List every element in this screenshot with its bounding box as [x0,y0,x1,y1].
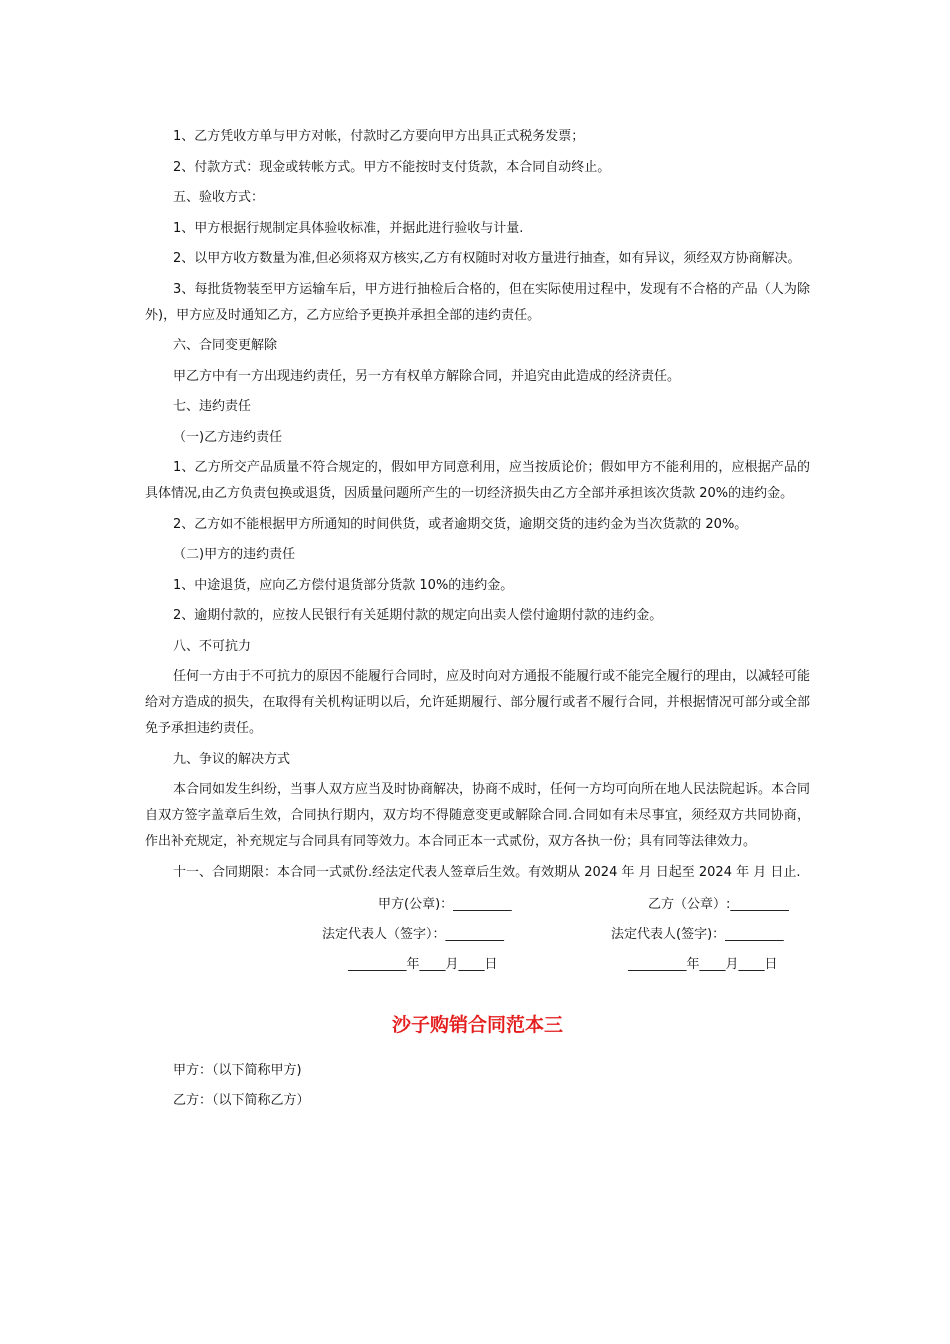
heading-force-majeure: 八、不可抗力 [173,638,252,654]
subheading-party-a-liability: （二)甲方的违约责任 [173,547,296,562]
contract-body [145,124,810,1119]
paragraph-contract-change: 甲乙方中有一方出现违约责任，另一方有权单方解除合同，并追究由此造成的经济责任。 [173,368,681,384]
paragraph-party-a-liability-2: 2、逾期付款的，应按人民银行有关延期付款的规定向出卖人偿付逾期付款的违约金。 [173,608,663,623]
paragraph-reconciliation: 1、乙方凭收方单与甲方对帐，付款时乙方要向甲方出具正式税务发票； [173,129,585,144]
paragraph-acceptance-1: 1、甲方根据行规制定具体验收标准，并据此进行验收与计量. [173,220,524,236]
party-a-rep-line: 法定代表人（签字）：_________ [322,926,505,942]
heading-acceptance: 五、验收方式： [173,190,265,205]
paragraph-force-majeure: 任何一方由于不可抗力的原因不能履行合同时，应及时向对方通报不能履行或不能完全履行的理由，以减轻可能给对方造成的损失，在取得有关机构证明以后，允许延期履行、部分履行或者不履行合同，并根据情况可部分或全部免予承担违约责任。 [145,669,811,736]
section-title: 沙子购销合同范本三 [391,1013,563,1036]
paragraph-contract-term: 十一、合同期限：本合同一式贰份.经法定代表人签章后生效。有效期从 2024 年 月 日起至 2024 年 月 日止. [173,864,801,880]
party-b-rep-line: 法定代表人(签字)：_________ [611,926,784,942]
heading-dispute: 九、争议的解决方式 [173,751,291,767]
paragraph-acceptance-2: 2、以甲方收方数量为准,但必须将双方核实,乙方有权随时对收方量进行抽查，如有异议，须经双方协商解决。 [173,251,801,266]
party-a-intro: 甲方：（以下简称甲方) [173,1062,302,1078]
heading-liability: 七、违约责任 [173,399,252,414]
subheading-party-b-liability: （一)乙方违约责任 [173,429,283,445]
party-a-seal-line: 甲方(公章)：_________ [378,896,512,912]
heading-contract-change: 六、合同变更解除 [173,338,278,353]
paragraph-party-a-liability-1: 1、中途退货，应向乙方偿付退货部分货款 10%的违约金。 [173,577,514,593]
paragraph-payment-method: 2、付款方式：现金或转帐方式。甲方不能按时支付货款，本合同自动终止。 [173,159,611,175]
party-b-seal-line: 乙方（公章）:_________ [648,896,789,912]
party-a-date-line: _________年____月____日 [348,956,498,972]
signature-block [145,892,810,982]
party-b-date-line: _________年____月____日 [628,956,778,972]
paragraph-party-b-liability-1: 1、乙方所交产品质量不符合规定的，假如甲方同意利用，应当按质论价；假如甲方不能利用的，应根据产品的具体情况,由乙方负责包换或退货，因质量问题所产生的一切经济损失由乙方全部并承担该次货款 20%的违约金。 [145,460,810,501]
paragraph-dispute: 本合同如发生纠纷，当事人双方应当及时协商解决，协商不成时，任何一方均可向所在地人民法院起诉。本合同自双方签字盖章后生效，合同执行期内，双方均不得随意变更或解除合同.合同如有未尽事宜，须经双方共同协商，作出补充规定，补充规定与合同具有同等效力。本合同正本一式贰份，双方各执一份；具有同等法律效力。 [145,782,811,849]
paragraph-acceptance-3: 3、每批货物装至甲方运输车后，甲方进行抽检后合格的，但在实际使用过程中，发现有不合格的产品（人为除外)，甲方应及时通知乙方，乙方应给予更换并承担全部的违约责任。 [145,281,810,323]
party-b-intro: 乙方：（以下简称乙方） [173,1093,310,1108]
paragraph-party-b-liability-2: 2、乙方如不能根据甲方所通知的时间供货，或者逾期交货，逾期交货的违约金为当次货款的 20%。 [173,516,748,532]
